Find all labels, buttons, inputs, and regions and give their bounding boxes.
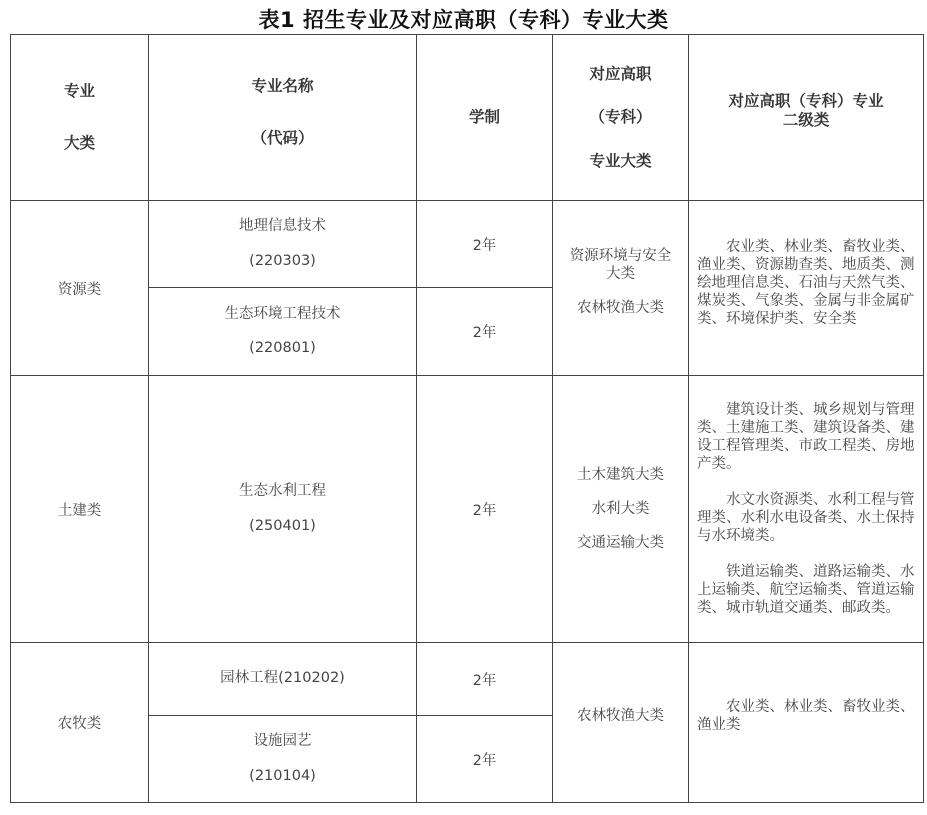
table-row [11,201,924,288]
category-cell: 土建类 [11,376,149,643]
majors-table [10,34,924,803]
table-row [11,376,924,643]
duration-cell: 2年 [417,288,553,376]
header-row [11,35,924,201]
header-secondary-category: 对应高职（专科）专业 二级类 [689,35,924,201]
major-cell: 设施园艺 (210104) [149,716,417,803]
category-cell: 农牧类 [11,643,149,803]
major-cell: 园林工程(210202) [149,643,417,716]
duration-cell: 2年 [417,643,553,716]
header-duration: 学制 [417,35,553,201]
higher-category-cell: 资源环境与安全大类 农林牧渔大类 [553,201,689,376]
higher-category-cell: 农林牧渔大类 [553,643,689,803]
table-row [11,643,924,716]
category-cell: 资源类 [11,201,149,376]
secondary-category-cell: 农业类、林业类、畜牧业类、渔业类、资源勘查类、地质类、测绘地理信息类、石油与天然气类、煤炭类、气象类、金属与非金属矿类、环境保护类、安全类 [689,201,924,376]
header-major-name: 专业名称 （代码） [149,35,417,201]
table-title: 表1 招生专业及对应高职（专科）专业大类 [258,8,669,32]
secondary-category-cell: 建筑设计类、城乡规划与管理类、土建施工类、建筑设备类、建设工程管理类、市政工程类、房地产类。 水文水资源类、水利工程与管理类、水利水电设备类、水土保持与水环境类。 铁道运输类、道路运输类、水上运输类、航空运输类、管道运输类、城市轨道交通类、邮政类。 [689,376,924,643]
major-cell: 地理信息技术 (220303) [149,201,417,288]
header-category: 专业 大类 [11,35,149,201]
secondary-category-cell: 农业类、林业类、畜牧业类、渔业类 [689,643,924,803]
major-cell: 生态环境工程技术 (220801) [149,288,417,376]
major-cell: 生态水利工程 (250401) [149,376,417,643]
header-higher-category: 对应高职 （专科） 专业大类 [553,35,689,201]
duration-cell: 2年 [417,201,553,288]
duration-cell: 2年 [417,716,553,803]
higher-category-cell: 土木建筑大类 水利大类 交通运输大类 [553,376,689,643]
duration-cell: 2年 [417,376,553,643]
